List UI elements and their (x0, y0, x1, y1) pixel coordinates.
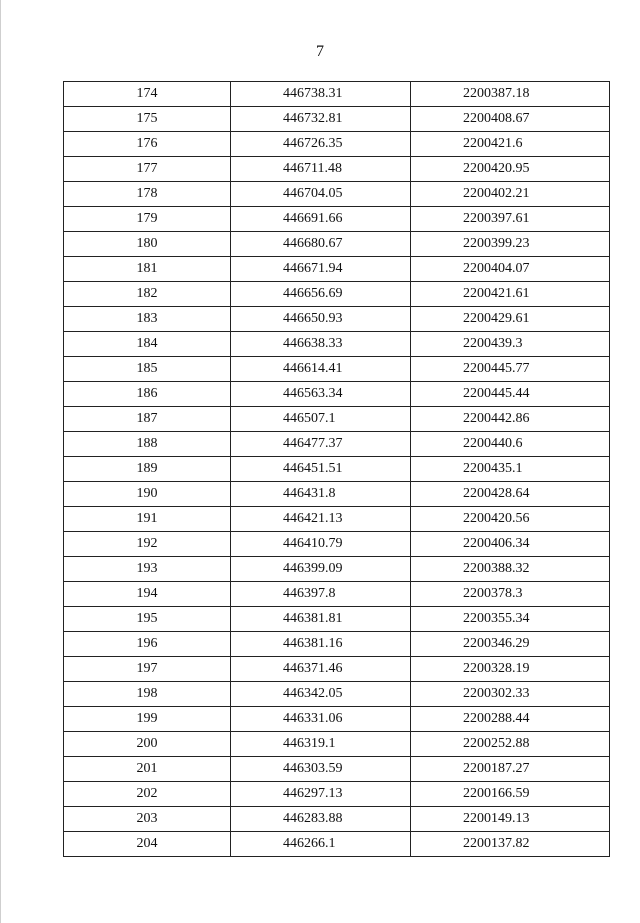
x-coordinate-cell: 446297.13 (231, 782, 411, 807)
point-number-cell: 203 (64, 807, 231, 832)
point-number-cell: 204 (64, 832, 231, 857)
x-coordinate-cell: 446283.88 (231, 807, 411, 832)
x-coordinate-cell: 446732.81 (231, 107, 411, 132)
point-number-cell: 175 (64, 107, 231, 132)
point-number-cell: 202 (64, 782, 231, 807)
x-coordinate-cell: 446331.06 (231, 707, 411, 732)
table-row (64, 582, 610, 607)
table-row (64, 332, 610, 357)
x-coordinate-cell: 446691.66 (231, 207, 411, 232)
y-coordinate-cell: 2200388.32 (411, 557, 610, 582)
table-row (64, 307, 610, 332)
y-coordinate-cell: 2200435.1 (411, 457, 610, 482)
x-coordinate-cell: 446477.37 (231, 432, 411, 457)
x-coordinate-cell: 446614.41 (231, 357, 411, 382)
x-coordinate-cell: 446704.05 (231, 182, 411, 207)
x-coordinate-cell: 446381.16 (231, 632, 411, 657)
table-row (64, 282, 610, 307)
x-coordinate-cell: 446656.69 (231, 282, 411, 307)
point-number-cell: 179 (64, 207, 231, 232)
y-coordinate-cell: 2200445.77 (411, 357, 610, 382)
table-row (64, 682, 610, 707)
x-coordinate-cell: 446650.93 (231, 307, 411, 332)
x-coordinate-cell: 446431.8 (231, 482, 411, 507)
y-coordinate-cell: 2200429.61 (411, 307, 610, 332)
x-coordinate-cell: 446410.79 (231, 532, 411, 557)
y-coordinate-cell: 2200404.07 (411, 257, 610, 282)
y-coordinate-cell: 2200355.34 (411, 607, 610, 632)
table-row (64, 232, 610, 257)
table-row (64, 257, 610, 282)
table-row (64, 382, 610, 407)
y-coordinate-cell: 2200302.33 (411, 682, 610, 707)
table-row (64, 157, 610, 182)
y-coordinate-cell: 2200387.18 (411, 82, 610, 107)
point-number-cell: 200 (64, 732, 231, 757)
y-coordinate-cell: 2200442.86 (411, 407, 610, 432)
point-number-cell: 191 (64, 507, 231, 532)
point-number-cell: 189 (64, 457, 231, 482)
point-number-cell: 184 (64, 332, 231, 357)
point-number-cell: 201 (64, 757, 231, 782)
y-coordinate-cell: 2200421.61 (411, 282, 610, 307)
y-coordinate-cell: 2200445.44 (411, 382, 610, 407)
point-number-cell: 183 (64, 307, 231, 332)
x-coordinate-cell: 446451.51 (231, 457, 411, 482)
point-number-cell: 193 (64, 557, 231, 582)
table-row (64, 207, 610, 232)
point-number-cell: 196 (64, 632, 231, 657)
point-number-cell: 181 (64, 257, 231, 282)
x-coordinate-cell: 446381.81 (231, 607, 411, 632)
point-number-cell: 192 (64, 532, 231, 557)
y-coordinate-cell: 2200166.59 (411, 782, 610, 807)
y-coordinate-cell: 2200288.44 (411, 707, 610, 732)
table-row (64, 832, 610, 857)
y-coordinate-cell: 2200187.27 (411, 757, 610, 782)
table-row (64, 507, 610, 532)
point-number-cell: 182 (64, 282, 231, 307)
x-coordinate-cell: 446738.31 (231, 82, 411, 107)
x-coordinate-cell: 446711.48 (231, 157, 411, 182)
point-number-cell: 197 (64, 657, 231, 682)
table-row (64, 632, 610, 657)
table-row (64, 482, 610, 507)
table-row (64, 107, 610, 132)
x-coordinate-cell: 446371.46 (231, 657, 411, 682)
x-coordinate-cell: 446342.05 (231, 682, 411, 707)
table-row (64, 732, 610, 757)
x-coordinate-cell: 446726.35 (231, 132, 411, 157)
y-coordinate-cell: 2200420.95 (411, 157, 610, 182)
table-row (64, 182, 610, 207)
x-coordinate-cell: 446266.1 (231, 832, 411, 857)
y-coordinate-cell: 2200402.21 (411, 182, 610, 207)
table-row (64, 532, 610, 557)
y-coordinate-cell: 2200421.6 (411, 132, 610, 157)
table-row (64, 407, 610, 432)
x-coordinate-cell: 446303.59 (231, 757, 411, 782)
table-row (64, 432, 610, 457)
y-coordinate-cell: 2200399.23 (411, 232, 610, 257)
y-coordinate-cell: 2200408.67 (411, 107, 610, 132)
table-row (64, 782, 610, 807)
y-coordinate-cell: 2200137.82 (411, 832, 610, 857)
y-coordinate-cell: 2200397.61 (411, 207, 610, 232)
point-number-cell: 195 (64, 607, 231, 632)
point-number-cell: 199 (64, 707, 231, 732)
coordinates-table-body (64, 82, 610, 857)
x-coordinate-cell: 446421.13 (231, 507, 411, 532)
y-coordinate-cell: 2200440.6 (411, 432, 610, 457)
page-edge (0, 0, 1, 923)
x-coordinate-cell: 446319.1 (231, 732, 411, 757)
point-number-cell: 187 (64, 407, 231, 432)
y-coordinate-cell: 2200378.3 (411, 582, 610, 607)
x-coordinate-cell: 446680.67 (231, 232, 411, 257)
point-number-cell: 178 (64, 182, 231, 207)
point-number-cell: 190 (64, 482, 231, 507)
point-number-cell: 194 (64, 582, 231, 607)
point-number-cell: 198 (64, 682, 231, 707)
table-row (64, 357, 610, 382)
x-coordinate-cell: 446507.1 (231, 407, 411, 432)
table-row (64, 607, 610, 632)
table-row (64, 657, 610, 682)
table-row (64, 457, 610, 482)
point-number-cell: 174 (64, 82, 231, 107)
table-row (64, 82, 610, 107)
point-number-cell: 176 (64, 132, 231, 157)
y-coordinate-cell: 2200428.64 (411, 482, 610, 507)
y-coordinate-cell: 2200406.34 (411, 532, 610, 557)
point-number-cell: 188 (64, 432, 231, 457)
table-row (64, 557, 610, 582)
table-row (64, 707, 610, 732)
page-number: 7 (316, 43, 324, 60)
x-coordinate-cell: 446563.34 (231, 382, 411, 407)
x-coordinate-cell: 446399.09 (231, 557, 411, 582)
point-number-cell: 185 (64, 357, 231, 382)
y-coordinate-cell: 2200420.56 (411, 507, 610, 532)
y-coordinate-cell: 2200346.29 (411, 632, 610, 657)
point-number-cell: 186 (64, 382, 231, 407)
x-coordinate-cell: 446638.33 (231, 332, 411, 357)
coordinates-table (63, 81, 610, 857)
table-row (64, 807, 610, 832)
point-number-cell: 180 (64, 232, 231, 257)
y-coordinate-cell: 2200328.19 (411, 657, 610, 682)
y-coordinate-cell: 2200149.13 (411, 807, 610, 832)
table-row (64, 757, 610, 782)
y-coordinate-cell: 2200252.88 (411, 732, 610, 757)
x-coordinate-cell: 446671.94 (231, 257, 411, 282)
y-coordinate-cell: 2200439.3 (411, 332, 610, 357)
point-number-cell: 177 (64, 157, 231, 182)
x-coordinate-cell: 446397.8 (231, 582, 411, 607)
table-row (64, 132, 610, 157)
